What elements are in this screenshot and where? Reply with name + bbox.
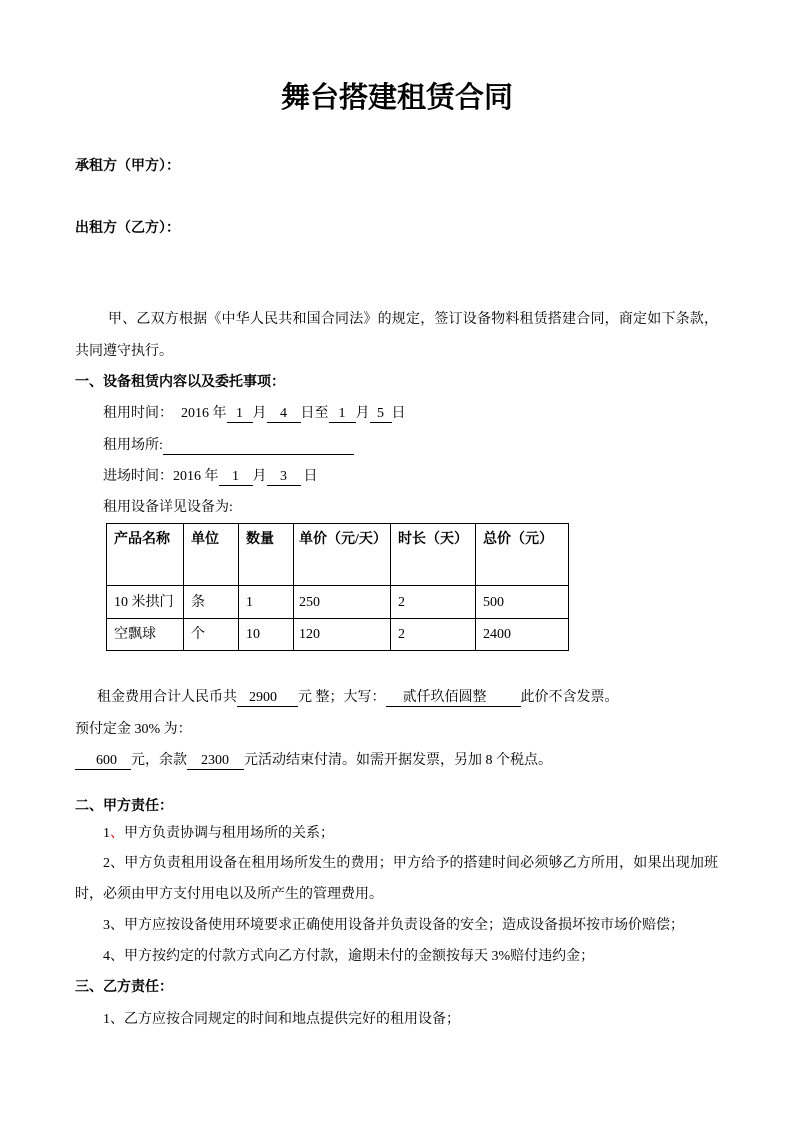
intro-paragraph: 甲、乙双方根据《中华人民共和国合同法》的规定，签订设备物料租赁搭建合同，商定如下条款，共同遵守执行。 xyxy=(75,312,718,359)
venue-label: 租用场所: xyxy=(103,438,163,453)
table-cell: 2400 xyxy=(476,619,569,651)
entry-time-line xyxy=(103,461,318,492)
col-header-unit: 单位 xyxy=(184,524,239,586)
table-cell: 1 xyxy=(239,586,294,619)
table-header-row xyxy=(107,524,569,586)
total-prefix: 租金费用合计人民币共 xyxy=(97,690,237,705)
rental-time-label: 租用时间： xyxy=(103,406,173,421)
venue-field xyxy=(163,437,354,455)
rental-time-line xyxy=(103,398,406,429)
item-separator: 、 xyxy=(110,856,125,871)
total-rent-line xyxy=(97,682,619,713)
month-unit: 月 xyxy=(252,469,267,484)
entry-time-label: 进场时间： xyxy=(103,469,173,484)
item-text: 甲方负责租用设备在租用场所发生的费用；甲方给予的搭建时间必须够乙方所用，如果出现加班时，必须由甲方支付用电以及所产生的管理费用。 xyxy=(75,856,718,902)
item-separator: 、 xyxy=(110,949,124,964)
entry-month-field: 1 xyxy=(219,468,253,486)
section1-heading: 一、设备租赁内容以及委托事项： xyxy=(75,375,285,390)
lessee-duty-item xyxy=(75,941,718,972)
lessee-duty-item xyxy=(75,848,718,910)
section3-heading: 三、乙方责任： xyxy=(75,980,173,995)
payment-middle: 元，余款 xyxy=(131,753,187,768)
table-cell: 10 米拱门 xyxy=(107,586,184,619)
table-cell: 120 xyxy=(294,619,391,651)
item-number: 1 xyxy=(103,826,110,841)
item-text: 甲方应按设备使用环境要求正确使用设备并负责设备的安全；造成设备损坏按市场价赔偿； xyxy=(124,918,684,933)
col-header-duration: 时长（天） xyxy=(391,524,476,586)
item-separator: 、 xyxy=(110,918,124,933)
deposit-line: 预付定金 30% 为： xyxy=(75,722,192,737)
total-amount-words-field: 贰仟玖佰圆整 xyxy=(386,689,521,707)
total-amount-number-field: 2900 xyxy=(237,689,298,707)
item-text: 甲方按约定的付款方式向乙方付款，逾期未付的金额按每天 3%赔付违约金； xyxy=(124,949,595,964)
table-cell: 个 xyxy=(184,619,239,651)
table-cell: 2 xyxy=(391,619,476,651)
item-number: 2 xyxy=(103,856,110,871)
rental-end-month-field: 1 xyxy=(329,405,356,423)
table-cell: 2 xyxy=(391,586,476,619)
total-middle: 元 整；大写： xyxy=(298,690,386,705)
payment-suffix: 元活动结束付清。如需开据发票，另加 8 个税点。 xyxy=(244,753,552,768)
venue-line xyxy=(103,430,354,461)
lessee-label: 承租方（甲方）： xyxy=(75,159,180,174)
equipment-note: 租用设备详见设备为: xyxy=(103,500,233,515)
contract-title: 舞台搭建租赁合同 xyxy=(280,80,513,114)
month-unit: 月 xyxy=(252,406,267,421)
day-to-text: 日至 xyxy=(300,406,329,421)
month-unit: 月 xyxy=(355,406,370,421)
rental-year: 2016 年 xyxy=(181,406,227,421)
lessee-duty-item xyxy=(75,910,718,941)
table-cell: 条 xyxy=(184,586,239,619)
day-unit: 日 xyxy=(391,406,406,421)
rental-end-day-field: 5 xyxy=(370,405,392,423)
equipment-table xyxy=(106,523,569,651)
table-row xyxy=(107,619,569,651)
table-cell: 空飘球 xyxy=(107,619,184,651)
payment-line xyxy=(75,745,552,776)
item-number: 4 xyxy=(103,949,110,964)
lessor-label: 出租方（乙方）： xyxy=(75,221,180,236)
item-number: 1 xyxy=(103,1012,110,1027)
total-suffix: 此价不含发票。 xyxy=(520,690,619,705)
entry-year: 2016 年 xyxy=(173,469,219,484)
col-header-quantity: 数量 xyxy=(239,524,294,586)
item-number: 3 xyxy=(103,918,110,933)
lessee-duty-item xyxy=(75,818,718,849)
balance-amount-field: 2300 xyxy=(187,752,244,770)
entry-day-field: 3 xyxy=(267,468,301,486)
table-row xyxy=(107,586,569,619)
rental-start-day-field: 4 xyxy=(267,405,301,423)
day-unit: 日 xyxy=(303,469,318,484)
item-text: 乙方应按合同规定的时间和地点提供完好的租用设备； xyxy=(124,1012,460,1027)
table-cell: 500 xyxy=(476,586,569,619)
deposit-amount-field: 600 xyxy=(75,752,131,770)
item-text: 甲方负责协调与租用场所的关系； xyxy=(124,826,334,841)
col-header-unit-price: 单价（元/天） xyxy=(294,524,391,586)
rental-start-month-field: 1 xyxy=(227,405,253,423)
col-header-total-price: 总价（元） xyxy=(476,524,569,586)
item-separator: 、 xyxy=(110,1012,124,1027)
lessor-duty-item xyxy=(75,1004,718,1035)
item-separator: 、 xyxy=(110,826,124,841)
table-cell: 250 xyxy=(294,586,391,619)
col-header-product: 产品名称 xyxy=(107,524,184,586)
table-cell: 10 xyxy=(239,619,294,651)
section2-heading: 二、甲方责任： xyxy=(75,799,173,814)
